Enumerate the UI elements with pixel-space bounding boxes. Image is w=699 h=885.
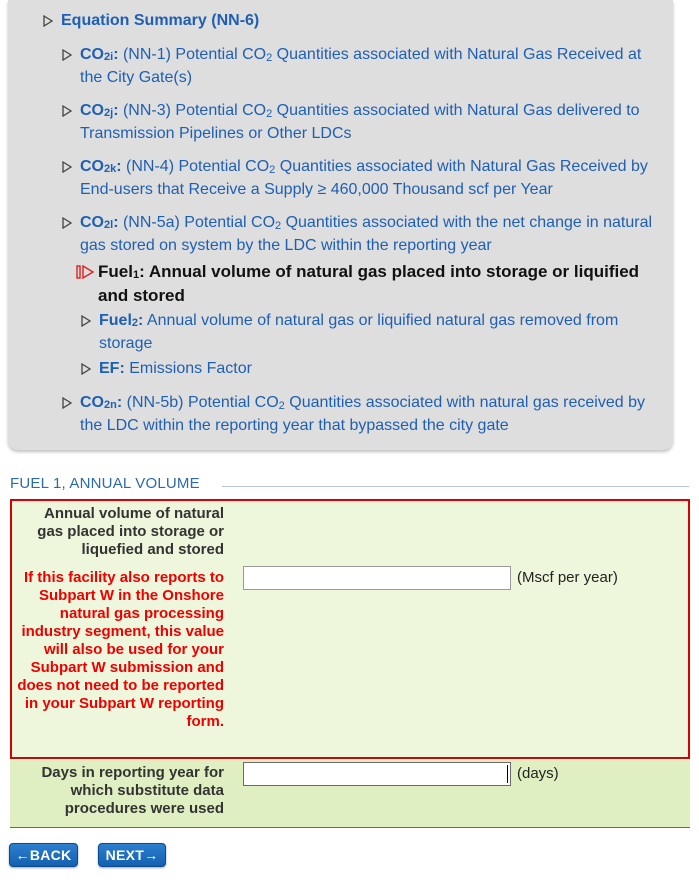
nav-co2i[interactable] [61,44,661,89]
ef-symbol: EF: [99,360,125,377]
triangle-outline-right-icon [80,358,99,380]
subpart-w-note: If this facility also reports to Subpart W in the Onshore natural gas processing industry segment, this value will also be used for your Subpart W submission and does not need to be reported in your Subpart W reporting form. [17,569,224,730]
nav-equation-summary-label: Equation Summary (NN-6) [61,12,260,29]
nav-co2k[interactable] [61,156,661,201]
annual-volume-label: Annual volume of natural gas placed into storage or liquefied and stored [37,505,224,558]
fuel1-symbol: Fuel [98,262,133,281]
triangle-outline-right-icon [42,10,61,32]
section-divider [222,486,689,487]
nav-equation-summary[interactable] [42,10,662,32]
co2j-colon: : [113,102,119,119]
current-step-arrow-icon [76,261,98,283]
co2l-text-subscript: 2 [275,220,282,232]
co2n-subscript: 2n [104,399,117,411]
co2n-symbol: CO [80,394,104,411]
fuel2-subscript: 2 [131,317,139,329]
co2j-text: (NN-3) Potential CO [118,102,267,119]
annual-volume-unit: (Mscf per year) [517,569,618,586]
co2l-subscript: 2l [104,219,114,231]
ef-text: Emissions Factor [124,360,252,377]
co2j-text-subscript: 2 [266,108,273,120]
nav-co2l[interactable] [61,212,661,257]
triangle-outline-right-icon [61,44,80,66]
co2n-text: (NN-5b) Potential CO [122,394,279,411]
co2l-symbol: CO [80,214,104,231]
nav-co2n[interactable] [61,392,661,437]
co2j-symbol: CO [80,102,104,119]
co2k-symbol: CO [80,158,104,175]
next-button[interactable]: NEXT→ [98,843,166,867]
triangle-outline-right-icon [80,310,99,332]
co2n-text-rest: Quantities associated with natural gas received by the LDC within the reporting year that bypassed the city gate [80,394,645,434]
co2n-text-subscript: 2 [278,400,285,412]
co2k-subscript: 2k [104,163,117,175]
triangle-outline-right-icon [61,212,80,234]
fuel1-text: : Annual volume of natural gas placed into storage or liquified and stored [98,262,640,305]
fuel2-colon: : [138,312,144,329]
co2i-text: (NN-1) Potential CO [118,46,267,63]
co2k-text-rest: Quantities associated with Natural Gas Received by End-users that Receive a Supply ≥ 460,000 Thousand scf per Year [80,158,648,198]
section-title: FUEL 1, ANNUAL VOLUME [10,475,200,492]
fuel2-text: Annual volume of natural gas or liquified natural gas removed from storage [99,312,619,352]
nav-fuel1-current[interactable] [76,261,656,307]
co2l-text: (NN-5a) Potential CO [118,214,276,231]
text-cursor [507,765,508,783]
co2k-text: (NN-4) Potential CO [121,158,270,175]
co2i-symbol: CO [80,46,104,63]
co2k-text-subscript: 2 [269,164,276,176]
nav-fuel2[interactable] [80,310,660,355]
co2l-text-rest: Quantities associated with the net change in natural gas stored on system by the LDC within the reporting year [80,214,653,254]
co2i-subscript: 2i [104,51,114,63]
days-unit: (days) [517,765,559,782]
triangle-outline-right-icon [61,100,80,122]
days-label: Days in reporting year for which substitute data procedures were used [41,764,224,817]
nav-ef[interactable] [80,358,660,380]
co2i-colon: : [113,46,119,63]
co2j-text-rest: Quantities associated with Natural Gas delivered to Transmission Pipelines or Other LDCs [80,102,640,142]
co2n-colon: : [116,394,123,411]
triangle-outline-right-icon [61,392,80,414]
triangle-outline-right-icon [61,156,80,178]
fuel2-symbol: Fuel [99,312,132,329]
fuel1-subscript: 1 [132,269,140,281]
co2i-text-subscript: 2 [266,52,273,64]
co2j-subscript: 2j [104,107,114,119]
co2k-colon: : [116,158,122,175]
annual-volume-input[interactable] [243,566,511,590]
co2i-text-rest: Quantities associated with Natural Gas Received at the City Gate(s) [80,46,642,86]
co2l-colon: : [113,214,119,231]
back-button[interactable]: ←BACK [9,843,78,867]
days-input[interactable] [243,762,511,786]
nav-co2j[interactable] [61,100,661,145]
